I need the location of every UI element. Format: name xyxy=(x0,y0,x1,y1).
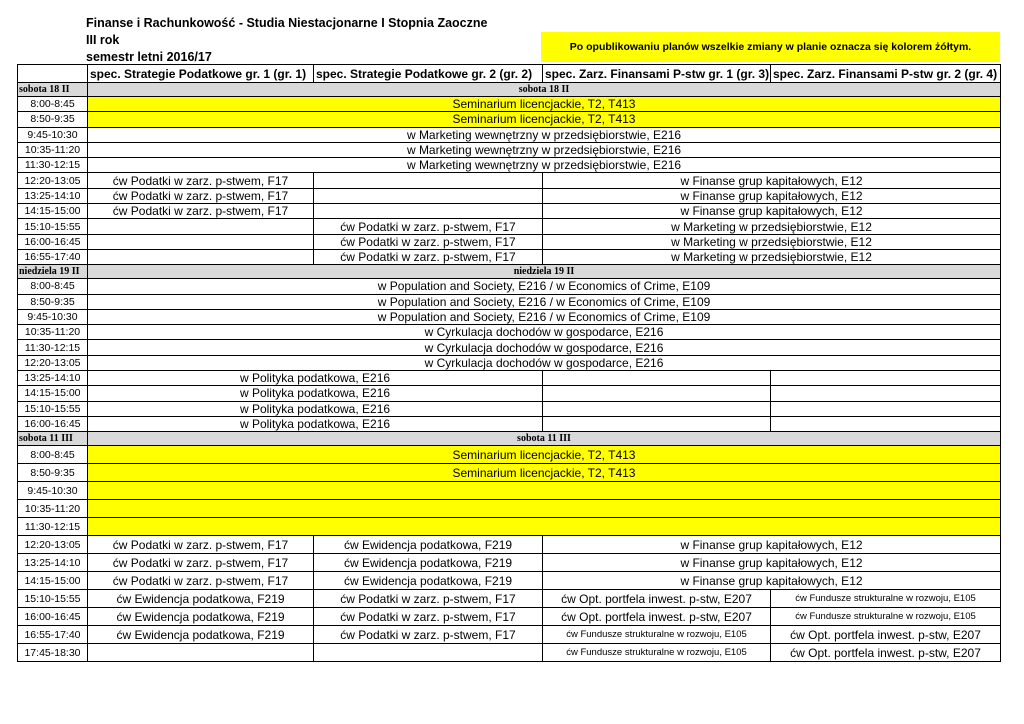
semester-label: semestr letni 2016/17 xyxy=(86,50,212,64)
empty-cell xyxy=(314,173,543,188)
time-slot: 14:15-15:00 xyxy=(18,572,88,590)
time-slot-row xyxy=(18,464,1001,482)
class-entry: ćw Fundusze strukturalne w rozwoju, E105 xyxy=(543,644,771,662)
class-entry: w Cyrkulacja dochodów w gospodarce, E216 xyxy=(88,325,1001,340)
time-slot-row xyxy=(18,219,1001,234)
time-slot-row xyxy=(18,309,1001,324)
time-slot: 13:25-14:10 xyxy=(18,371,88,386)
empty-cell xyxy=(314,644,543,662)
class-entry: w Polityka podatkowa, E216 xyxy=(88,386,543,401)
class-entry: w Polityka podatkowa, E216 xyxy=(88,416,543,431)
time-slot: 13:25-14:10 xyxy=(18,188,88,203)
time-slot-row xyxy=(18,386,1001,401)
time-slot-row xyxy=(18,112,1001,127)
class-entry: ćw Podatki w zarz. p-stwem, F17 xyxy=(88,204,314,219)
class-entry: w Finanse grup kapitałowych, E12 xyxy=(543,188,1001,203)
column-header-group-3: spec. Zarz. Finansami P-stw gr. 1 (gr. 3) xyxy=(543,65,771,83)
time-slot-row xyxy=(18,644,1001,662)
time-slot-row xyxy=(18,249,1001,264)
time-slot-row xyxy=(18,355,1001,370)
time-slot-row xyxy=(18,188,1001,203)
empty-cell xyxy=(543,386,771,401)
time-slot-row xyxy=(18,371,1001,386)
time-slot-row xyxy=(18,608,1001,626)
class-entry: w Finanse grup kapitałowych, E12 xyxy=(543,204,1001,219)
time-slot: 16:00-16:45 xyxy=(18,608,88,626)
document-header xyxy=(86,15,487,66)
class-entry: ćw Opt. portfela inwest. p-stw, E207 xyxy=(771,626,1001,644)
column-header-group-1: spec. Strategie Podatkowe gr. 1 (gr. 1) xyxy=(88,65,314,83)
class-entry: Seminarium licencjackie, T2, T413 xyxy=(88,112,1001,127)
time-slot: 8:00-8:45 xyxy=(18,279,88,294)
empty-cell xyxy=(88,219,314,234)
time-slot: 12:20-13:05 xyxy=(18,536,88,554)
time-slot: 16:00-16:45 xyxy=(18,416,88,431)
time-slot-row xyxy=(18,294,1001,309)
class-entry: ćw Fundusze strukturalne w rozwoju, E105 xyxy=(771,590,1001,608)
class-entry: ćw Podatki w zarz. p-stwem, F17 xyxy=(88,554,314,572)
class-entry: ćw Podatki w zarz. p-stwem, F17 xyxy=(314,626,543,644)
empty-cell xyxy=(88,482,1001,500)
empty-cell xyxy=(771,371,1001,386)
column-header-group-2: spec. Strategie Podatkowe gr. 2 (gr. 2) xyxy=(314,65,543,83)
class-entry: ćw Podatki w zarz. p-stwem, F17 xyxy=(314,249,543,264)
class-entry: w Finanse grup kapitałowych, E12 xyxy=(543,572,1001,590)
schedule-body xyxy=(18,83,1001,662)
time-slot: 8:00-8:45 xyxy=(18,97,88,112)
time-slot-row xyxy=(18,401,1001,416)
time-slot-row xyxy=(18,626,1001,644)
empty-cell xyxy=(88,500,1001,518)
time-slot-row xyxy=(18,482,1001,500)
class-entry: ćw Opt. portfela inwest. p-stw, E207 xyxy=(543,590,771,608)
time-slot: 11:30-12:15 xyxy=(18,518,88,536)
time-slot: 16:55-17:40 xyxy=(18,249,88,264)
time-slot: 8:00-8:45 xyxy=(18,446,88,464)
class-entry: w Marketing wewnętrzny w przedsiębiorstwie, E216 xyxy=(88,158,1001,173)
time-slot: 8:50-9:35 xyxy=(18,112,88,127)
class-entry: w Marketing wewnętrzny w przedsiębiorstwie, E216 xyxy=(88,142,1001,157)
time-slot-row xyxy=(18,158,1001,173)
time-slot: 12:20-13:05 xyxy=(18,355,88,370)
class-entry: ćw Ewidencja podatkowa, F219 xyxy=(314,554,543,572)
class-entry: w Polityka podatkowa, E216 xyxy=(88,401,543,416)
time-slot: 16:55-17:40 xyxy=(18,626,88,644)
class-entry: w Cyrkulacja dochodów w gospodarce, E216 xyxy=(88,355,1001,370)
time-slot: 17:45-18:30 xyxy=(18,644,88,662)
class-entry: w Population and Society, E216 / w Economics of Crime, E109 xyxy=(88,309,1001,324)
changes-notice: Po opublikowaniu planów wszelkie zmiany w planie oznacza się kolorem żółtym. xyxy=(541,32,1000,62)
class-entry: w Population and Society, E216 / w Economics of Crime, E109 xyxy=(88,294,1001,309)
time-slot: 8:50-9:35 xyxy=(18,294,88,309)
class-entry: ćw Opt. portfela inwest. p-stw, E207 xyxy=(543,608,771,626)
time-slot: 8:50-9:35 xyxy=(18,464,88,482)
time-slot-row xyxy=(18,572,1001,590)
time-slot-row xyxy=(18,590,1001,608)
time-slot: 13:25-14:10 xyxy=(18,554,88,572)
time-slot-row xyxy=(18,325,1001,340)
time-slot-row xyxy=(18,173,1001,188)
column-header-group-4: spec. Zarz. Finansami P-stw gr. 2 (gr. 4) xyxy=(771,65,1001,83)
time-slot-row xyxy=(18,554,1001,572)
empty-cell xyxy=(88,249,314,264)
schedule-table xyxy=(17,64,1001,662)
class-entry: ćw Ewidencja podatkowa, F219 xyxy=(88,626,314,644)
class-entry: ćw Ewidencja podatkowa, F219 xyxy=(88,608,314,626)
time-slot: 11:30-12:15 xyxy=(18,158,88,173)
day-banner: sobota 11 III xyxy=(88,432,1001,446)
time-slot: 10:35-11:20 xyxy=(18,142,88,157)
time-column-header xyxy=(18,65,88,83)
empty-cell xyxy=(543,416,771,431)
time-slot-row xyxy=(18,518,1001,536)
day-label: niedziela 19 II xyxy=(18,265,88,279)
class-entry: ćw Podatki w zarz. p-stwem, F17 xyxy=(88,173,314,188)
empty-cell xyxy=(314,204,543,219)
class-entry: ćw Ewidencja podatkowa, F219 xyxy=(314,572,543,590)
time-slot: 10:35-11:20 xyxy=(18,500,88,518)
time-slot-row xyxy=(18,234,1001,249)
class-entry: w Marketing w przedsiębiorstwie, E12 xyxy=(543,219,1001,234)
year-label: III rok xyxy=(86,33,120,47)
time-slot-row xyxy=(18,446,1001,464)
class-entry: ćw Podatki w zarz. p-stwem, F17 xyxy=(314,590,543,608)
empty-cell xyxy=(771,386,1001,401)
class-entry: w Marketing w przedsiębiorstwie, E12 xyxy=(543,249,1001,264)
column-header-row xyxy=(18,65,1001,83)
class-entry: ćw Ewidencja podatkowa, F219 xyxy=(314,536,543,554)
time-slot: 15:10-15:55 xyxy=(18,590,88,608)
class-entry: w Polityka podatkowa, E216 xyxy=(88,371,543,386)
time-slot: 15:10-15:55 xyxy=(18,401,88,416)
time-slot-row xyxy=(18,142,1001,157)
day-header-row xyxy=(18,265,1001,279)
faculty-title: Finanse i Rachunkowość - Studia Niestacjonarne I Stopnia Zaoczne xyxy=(86,16,488,30)
class-entry: w Finanse grup kapitałowych, E12 xyxy=(543,554,1001,572)
time-slot: 9:45-10:30 xyxy=(18,127,88,142)
time-slot-row xyxy=(18,279,1001,294)
empty-cell xyxy=(88,234,314,249)
time-slot: 16:00-16:45 xyxy=(18,234,88,249)
day-label: sobota 18 II xyxy=(18,83,88,97)
class-entry: w Finanse grup kapitałowych, E12 xyxy=(543,173,1001,188)
class-entry: Seminarium licencjackie, T2, T413 xyxy=(88,464,1001,482)
class-entry: ćw Ewidencja podatkowa, F219 xyxy=(88,590,314,608)
time-slot-row xyxy=(18,127,1001,142)
time-slot: 11:30-12:15 xyxy=(18,340,88,355)
class-entry: Seminarium licencjackie, T2, T413 xyxy=(88,446,1001,464)
time-slot: 15:10-15:55 xyxy=(18,219,88,234)
class-entry: w Finanse grup kapitałowych, E12 xyxy=(543,536,1001,554)
time-slot-row xyxy=(18,500,1001,518)
time-slot-row xyxy=(18,97,1001,112)
day-header-row xyxy=(18,83,1001,97)
empty-cell xyxy=(543,401,771,416)
class-entry: ćw Podatki w zarz. p-stwem, F17 xyxy=(88,536,314,554)
empty-cell xyxy=(771,416,1001,431)
class-entry: w Marketing wewnętrzny w przedsiębiorstwie, E216 xyxy=(88,127,1001,142)
class-entry: w Marketing w przedsiębiorstwie, E12 xyxy=(543,234,1001,249)
time-slot: 12:20-13:05 xyxy=(18,173,88,188)
class-entry: ćw Podatki w zarz. p-stwem, F17 xyxy=(314,219,543,234)
time-slot: 14:15-15:00 xyxy=(18,386,88,401)
empty-cell xyxy=(88,518,1001,536)
time-slot-row xyxy=(18,204,1001,219)
time-slot: 9:45-10:30 xyxy=(18,309,88,324)
class-entry: w Cyrkulacja dochodów w gospodarce, E216 xyxy=(88,340,1001,355)
day-banner: sobota 18 II xyxy=(88,83,1001,97)
class-entry: ćw Opt. portfela inwest. p-stw, E207 xyxy=(771,644,1001,662)
empty-cell xyxy=(543,371,771,386)
class-entry: ćw Podatki w zarz. p-stwem, F17 xyxy=(88,572,314,590)
class-entry: ćw Fundusze strukturalne w rozwoju, E105 xyxy=(771,608,1001,626)
empty-cell xyxy=(314,188,543,203)
empty-cell xyxy=(771,401,1001,416)
class-entry: ćw Podatki w zarz. p-stwem, F17 xyxy=(314,234,543,249)
class-entry: ćw Podatki w zarz. p-stwem, F17 xyxy=(314,608,543,626)
class-entry: ćw Podatki w zarz. p-stwem, F17 xyxy=(88,188,314,203)
time-slot-row xyxy=(18,416,1001,431)
time-slot: 9:45-10:30 xyxy=(18,482,88,500)
class-entry: ćw Fundusze strukturalne w rozwoju, E105 xyxy=(543,626,771,644)
time-slot: 10:35-11:20 xyxy=(18,325,88,340)
time-slot-row xyxy=(18,536,1001,554)
day-label: sobota 11 III xyxy=(18,432,88,446)
class-entry: Seminarium licencjackie, T2, T413 xyxy=(88,97,1001,112)
time-slot: 14:15-15:00 xyxy=(18,204,88,219)
day-header-row xyxy=(18,432,1001,446)
class-entry: w Population and Society, E216 / w Economics of Crime, E109 xyxy=(88,279,1001,294)
time-slot-row xyxy=(18,340,1001,355)
day-banner: niedziela 19 II xyxy=(88,265,1001,279)
empty-cell xyxy=(88,644,314,662)
